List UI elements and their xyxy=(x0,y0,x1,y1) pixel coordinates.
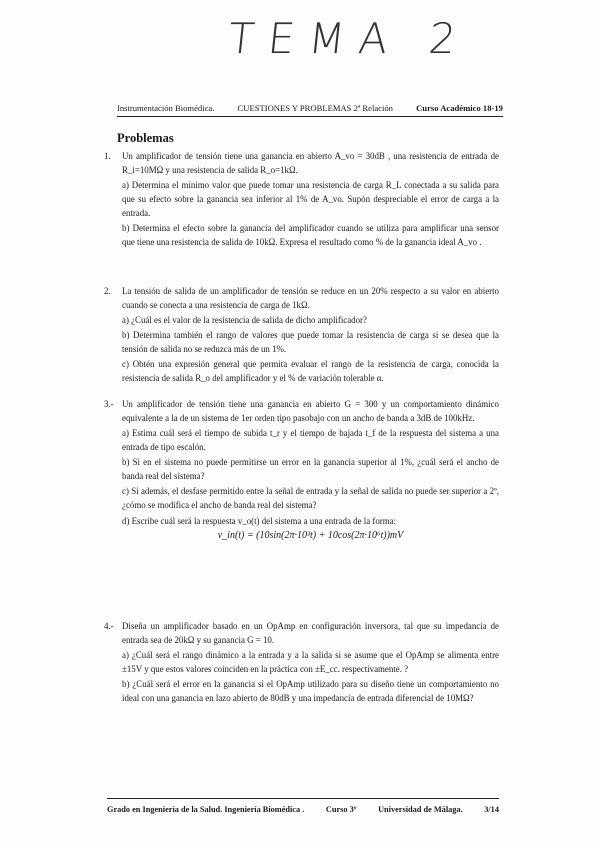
problem-part-b: b) ¿Cuál será el error en la ganancia si el OpAmp utilizado para su diseño tiene un comportamiento no ideal con una ganancia en lazo abierto de 80dB y una impedancia de entrada diferencial de 10MΩ? xyxy=(122,679,499,704)
problem-part-b: b) Si en el sistema no puede permitirse un error en la ganancia superior al 1%, ¿cuál será el ancho de banda real del sistema? xyxy=(122,457,499,482)
footer-course-year: Curso 3º xyxy=(325,805,357,814)
problem-part-d: d) Escribe cuál será la respuesta v_o(t) del sistema a una entrada de la forma: xyxy=(122,515,397,526)
header-relation-title: CUESTIONES Y PROBLEMAS 2ª Relación xyxy=(237,103,393,113)
footer-degree: Grado en Ingeniería de la Salud. Ingeniería Biomédica . xyxy=(107,805,305,814)
problem-number: 3.- xyxy=(104,399,114,409)
handwritten-title: TEMA 2 xyxy=(225,14,473,63)
footer-university: Universidad de Málaga. xyxy=(378,805,463,814)
problem-part-a: a) ¿Cuál es el valor de la resistencia de salida de dicho amplificador? xyxy=(122,315,367,326)
section-title: Problemas xyxy=(117,131,174,145)
problem-part-a: a) Determina el mínimo valor que puede tomar una resistencia de carga R_L conectada a su salida para que su efecto sobre la ganancia sea inferior al 1% de A_vo. Supón despreciable el error de carga a la entrada. xyxy=(122,180,499,219)
header-academic-year: Curso Académico 18-19 xyxy=(416,103,503,113)
problem-number: 4.- xyxy=(104,621,114,631)
problem-part-a: a) ¿Cuál será el rango dinámico a la entrada y a la salida si se asume que el OpAmp se alimenta entre ±15V y que estos valores coinciden en la práctica con ±E_cc. respectivamente. ? xyxy=(122,650,499,675)
problem-4 xyxy=(104,619,499,705)
problem-statement: La tensión de salida de un amplificador de tensión se reduce en un 20% respecto a su valor en abierto cuando se conecta a una resistencia de carga de 1kΩ. xyxy=(122,286,499,311)
header-course-name: Instrumentación Biomédica. xyxy=(117,103,215,113)
page-footer xyxy=(107,798,499,814)
problem-part-b: b) Determina el efecto sobre la ganancia del amplificador cuando se utiliza para amplificar una sensor que tiene una resistencia de salida de 10kΩ. Expresa el resultado como % de la ganancia ideal A_vo . xyxy=(122,223,499,248)
problem-number: 1. xyxy=(104,151,111,161)
problem-statement: Un amplificador de tensión tiene una ganancia en abierto G = 300 y un comportamiento dinámico equivalente a la de un sistema de 1er orden tipo pasobajo con un ancho de banda a 3dB de 100kHz. xyxy=(122,399,499,424)
footer-page-number: 3/14 xyxy=(484,805,499,814)
problem-part-b: b) Determina también el rango de valores que puede tomar la resistencia de carga si se desea que la tensión de salida no se reduzca más de un 1%. xyxy=(122,330,499,355)
problem-part-a: a) Estima cuál será el tiempo de subida t_r y el tiempo de bajada t_f de la respuesta del sistema a una entrada de tipo escalón. xyxy=(122,428,499,453)
problem-statement: Un amplificador de tensión tiene una ganancia en abierto A_vo = 30dB , una resistencia de entrada de R_i=10MΩ y una resistencia de salida R_o=1kΩ. xyxy=(122,151,499,176)
problem-1 xyxy=(104,149,499,249)
page-header xyxy=(117,103,503,117)
problem-part-c: c) Obtén una expresión general que permita evaluar el rango de la resistencia de carga, conocida la resistencia de salida R_o del amplificador y el % de variación tolerable α. xyxy=(122,359,499,384)
problem-3 xyxy=(104,397,499,543)
problem-part-c: c) Si además, el desfase permitido entre la señal de entrada y la señal de salida no puede ser superior a 2º, ¿cómo se modifica el ancho de banda real del sistema? xyxy=(122,486,499,511)
input-signal-formula: v_in(t) = (10sin(2π·10³t) + 10cos(2π·10⁶t))mV xyxy=(217,529,404,541)
problem-number: 2. xyxy=(104,286,111,296)
problem-statement: Diseña un amplificador basado en un OpAmp en configuración inversora, tal que su impedancia de entrada sea de 20kΩ y su ganancia G = 10. xyxy=(122,621,499,646)
problem-2 xyxy=(104,284,499,385)
